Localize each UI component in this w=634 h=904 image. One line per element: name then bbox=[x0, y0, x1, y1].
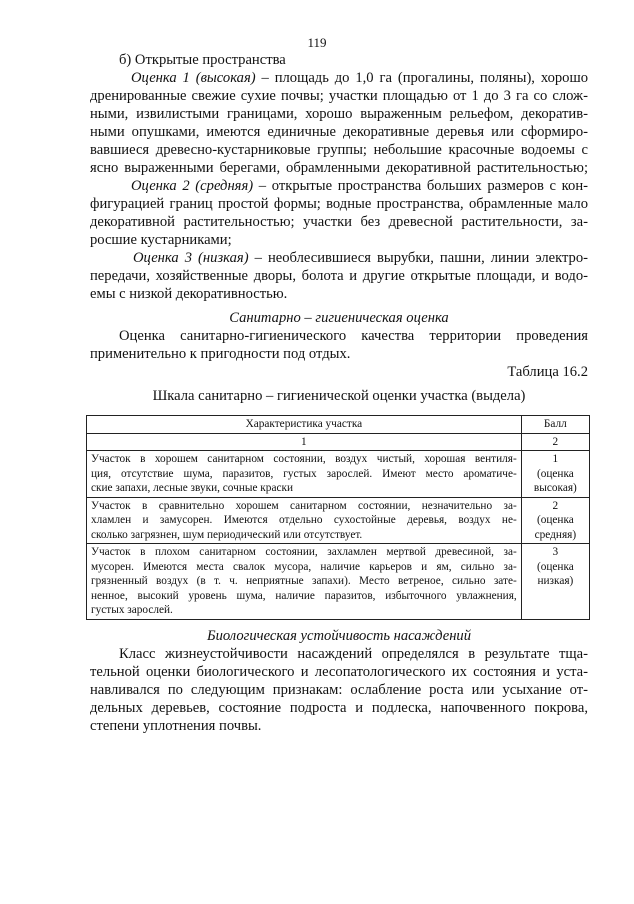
table-header-row bbox=[87, 416, 590, 434]
score2-label: Оценка 2 (средняя) bbox=[131, 178, 254, 194]
table-cell-line: ненное, высокий уровень шума, наличие паразитов, избыточного увлажнения, bbox=[91, 589, 517, 602]
score-value: 2 bbox=[552, 499, 559, 512]
score2-line-1: фигурацией границ простой формы; водные пространства, обрамленные мало bbox=[90, 196, 588, 212]
score-value: 3 bbox=[552, 546, 559, 558]
table-row bbox=[87, 544, 590, 620]
bio-line-2: навливался по следующим признакам: ослабление роста или усыхание от- bbox=[90, 682, 588, 698]
score1-line-2: ными, извилистыми границами, хорошо выраженным рельефом, декоратив- bbox=[90, 106, 588, 122]
table-cell-score bbox=[521, 497, 589, 544]
bio-line-1: тельной оценки биологического и лесопатологического их состояния и уста- bbox=[90, 664, 588, 680]
score3-text-0: – необлесившиеся вырубки, пашни, линии электро- bbox=[248, 250, 589, 266]
sanitary-line-1: применительно к пригодности под отдых. bbox=[90, 346, 351, 362]
table-cell-line: Участок в хорошем санитарном состоянии, воздух чистый, хорошая вентиля- bbox=[91, 453, 517, 465]
score1-line-0 bbox=[131, 69, 588, 87]
table-number: Таблица 16.2 bbox=[507, 364, 588, 380]
section-heading-bio: Биологическая устойчивость насаждений bbox=[206, 628, 472, 644]
bio-line-3: дельных деревьев, состояние подроста и подлеска, напочвенного покрова, bbox=[90, 700, 588, 716]
score1-text-0: – площадь до 1,0 га (прогалины, поляны), хорошо bbox=[255, 70, 588, 86]
sanitary-table bbox=[86, 415, 590, 620]
score1-line-5: ясно выраженными берегами, обрамленными декоративной растительностью; bbox=[90, 160, 588, 176]
score-label: (оценка bbox=[536, 514, 574, 526]
sanitary-line-0: Оценка санитарно-гигиенического качества территории проведения bbox=[119, 328, 588, 344]
table-cell-line: сколько загрязнен, шум периодический или отсутствует. bbox=[91, 528, 363, 541]
score3-label: Оценка 3 (низкая) bbox=[133, 250, 249, 266]
section-heading-open-spaces: б) Открытые пространства bbox=[119, 52, 286, 68]
score1-line-3: ными опушками, имеются единичные декоративные деревья или сформиро- bbox=[90, 124, 588, 140]
table-cell-score bbox=[521, 451, 589, 498]
score1-line-1: дренированные свежие сухие почвы; участки площадью от 1 до 3 га со слож- bbox=[90, 88, 588, 104]
table-cell-line: Участок в сравнительно хорошем санитарном состоянии, незначительно за- bbox=[91, 499, 517, 512]
table-colnum-row bbox=[87, 433, 590, 451]
table-row bbox=[87, 451, 590, 498]
table-colnum-1: 1 bbox=[87, 433, 522, 451]
score1-label: Оценка 1 (высокая) bbox=[131, 70, 256, 86]
page-number: 119 bbox=[307, 35, 327, 50]
table-cell-line: грязненный воздух (в т. ч. неприятные запахи). Место ветреное, сильно зате- bbox=[91, 575, 517, 587]
table-cell-characteristic bbox=[87, 497, 522, 544]
table-cell-line: мусорен. Имеются места свалок мусора, наличие карьеров и ям, сильно за- bbox=[91, 560, 517, 573]
score3-line-0 bbox=[133, 249, 588, 267]
table-cell-line: ские запахи, лесные звуки, сочные краски bbox=[91, 482, 294, 494]
table-header-characteristic: Характеристика участка bbox=[87, 416, 522, 434]
score-label: средняя) bbox=[534, 528, 577, 541]
score1-line-4: вавшиеся древесно-кустарниковые группы; небольшие красочные водоемы с bbox=[90, 142, 588, 158]
table-row bbox=[87, 497, 590, 544]
table-title: Шкала санитарно – гигиенической оценки участка (выдела) bbox=[152, 388, 526, 404]
table-cell-score bbox=[521, 544, 589, 620]
table-colnum-2: 2 bbox=[521, 433, 589, 451]
score-label: низкая) bbox=[537, 575, 574, 587]
score2-text-0: – открытые пространства больших размеров с кон- bbox=[253, 178, 588, 194]
table-cell-line: ция, отсутствие шума, паразитов, густых зарослей. Имеют место ароматиче- bbox=[91, 467, 517, 480]
bio-line-0: Класс жизнеустойчивости насаждений определялся в результате тща- bbox=[119, 646, 588, 662]
score2-line-3: росшие кустарниками; bbox=[90, 232, 232, 248]
score3-line-2: емы с низкой декоративностью. bbox=[90, 286, 288, 302]
table-cell-line: Участок в плохом санитарном состоянии, захламлен мертвой древесиной, за- bbox=[91, 546, 517, 558]
bio-line-4: степени уплотнения почвы. bbox=[90, 718, 262, 734]
score3-line-1: передачи, хозяйственные дворы, болота и другие открытые площади, и водо- bbox=[90, 268, 588, 284]
table-cell-characteristic bbox=[87, 451, 522, 498]
score-label: высокая) bbox=[533, 482, 577, 494]
table-header-score: Балл bbox=[521, 416, 589, 434]
score-label: (оценка bbox=[536, 560, 574, 573]
table-cell-line: густых зарослей. bbox=[91, 604, 173, 616]
table-cell-characteristic bbox=[87, 544, 522, 620]
score2-line-0 bbox=[131, 177, 588, 195]
score2-line-2: декоративной растительностью; участки без древесной растительности, за- bbox=[90, 214, 588, 230]
table-cell-line: хламлен и замусорен. Имеются отдельно сухостойные деревья, воздух не- bbox=[91, 514, 517, 526]
section-heading-sanitary: Санитарно – гигиеническая оценка bbox=[229, 310, 449, 326]
score-value: 1 bbox=[552, 453, 559, 465]
score-label: (оценка bbox=[536, 467, 574, 480]
